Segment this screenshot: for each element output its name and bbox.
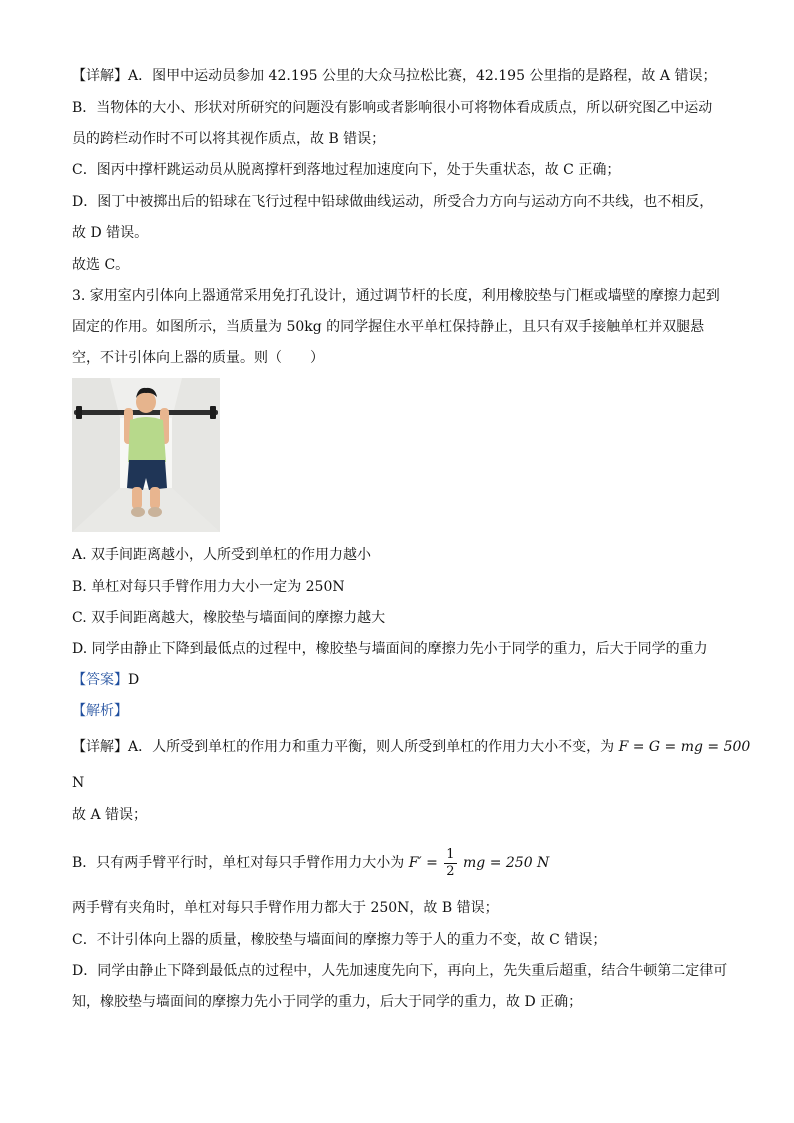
detail-b-fraction bbox=[444, 847, 456, 880]
detail-b-formula-rhs: mg = 250 N bbox=[463, 855, 550, 871]
detail-a-unit: N bbox=[72, 775, 85, 791]
question-3-line-1: 3. 家用室内引体向上器通常采用免打孔设计，通过调节杆的长度，利用橡胶垫与门框或墙壁的摩擦力起到 bbox=[72, 288, 720, 304]
analysis-tag bbox=[72, 701, 732, 721]
detail-a-formula: F = G = mg = 500 bbox=[618, 739, 751, 755]
detail-d-line-2: 知，橡胶垫与墙面间的摩擦力先小于同学的重力，后大于同学的重力，故 D 正确； bbox=[72, 994, 583, 1010]
detail-c-line: C．不计引体向上器的质量，橡胶垫与墙面间的摩擦力等于人的重力不变，故 C 错误； bbox=[72, 932, 607, 948]
detail-d-line-1: D．同学由静止下降到最低点的过程中，人先加速度先向下，再向上，先失重后超重，结合牛顿第二定律可 bbox=[72, 963, 728, 979]
explanation-line-5: D．图丁中被掷出后的铅球在飞行过程中铅球做曲线运动，所受合力方向与运动方向不共线，也不相反， bbox=[72, 194, 714, 210]
detail-line-a bbox=[72, 737, 751, 757]
analysis-label: 【解析】 bbox=[72, 703, 128, 719]
detail-b-formula-lhs: F′ = bbox=[408, 855, 438, 871]
detail-a-conclusion: 故 A 错误； bbox=[72, 807, 148, 823]
answer-line bbox=[72, 670, 732, 690]
question-3-line-2: 固定的作用。如图所示，当质量为 50kg 的同学握住水平单杠保持静止，且只有双手接触单杠并双腿悬 bbox=[72, 319, 705, 335]
question-3-line-3: 空，不计引体向上器的质量。则（ ） bbox=[72, 350, 324, 366]
explanation-line-2: B．当物体的大小、形状对所研究的问题没有影响或者影响很小可将物体看成质点，所以研究图乙中运动 bbox=[72, 100, 713, 116]
option-b: B. 单杠对每只手臂作用力大小一定为 250N bbox=[72, 579, 345, 595]
option-c: C. 双手间距离越大，橡胶垫与墙面间的摩擦力越大 bbox=[72, 610, 386, 626]
explanation-line-1: 【详解】A．图甲中运动员参加 42.195 公里的大众马拉松比赛，42.195 公里指的是路程，故 A 错误； bbox=[72, 68, 717, 84]
fraction-numerator: 1 bbox=[446, 846, 455, 862]
detail-a-text: 【详解】A．人所受到单杠的作用力和重力平衡，则人所受到单杠的作用力大小不变，为 bbox=[72, 739, 615, 755]
fraction-denominator: 2 bbox=[446, 863, 455, 879]
answer-tag: 【答案】 bbox=[72, 672, 128, 688]
detail-b-conclusion: 两手臂有夹角时，单杠对每只手臂作用力都大于 250N，故 B 错误； bbox=[72, 900, 499, 916]
conclusion-line: 故选 C。 bbox=[72, 257, 130, 273]
pull-up-illustration bbox=[72, 378, 220, 532]
option-d: D. 同学由静止下降到最低点的过程中，橡胶垫与墙面间的摩擦力先小于同学的重力，后大于同学的重力 bbox=[72, 641, 708, 657]
detail-line-b bbox=[72, 846, 732, 880]
answer-value: D bbox=[128, 672, 140, 688]
explanation-line-3: 员的跨栏动作时不可以将其视作质点，故 B 错误； bbox=[72, 131, 386, 147]
pull-up-bar-photo bbox=[72, 378, 220, 532]
option-a: A. 双手间距离越小，人所受到单杠的作用力越小 bbox=[72, 547, 372, 563]
explanation-line-6: 故 D 错误。 bbox=[72, 225, 149, 241]
explanation-line-4: C．图丙中撑杆跳运动员从脱离撑杆到落地过程加速度向下，处于失重状态，故 C 正确； bbox=[72, 162, 621, 178]
detail-b-text: B．只有两手臂平行时，单杠对每只手臂作用力大小为 bbox=[72, 855, 405, 871]
